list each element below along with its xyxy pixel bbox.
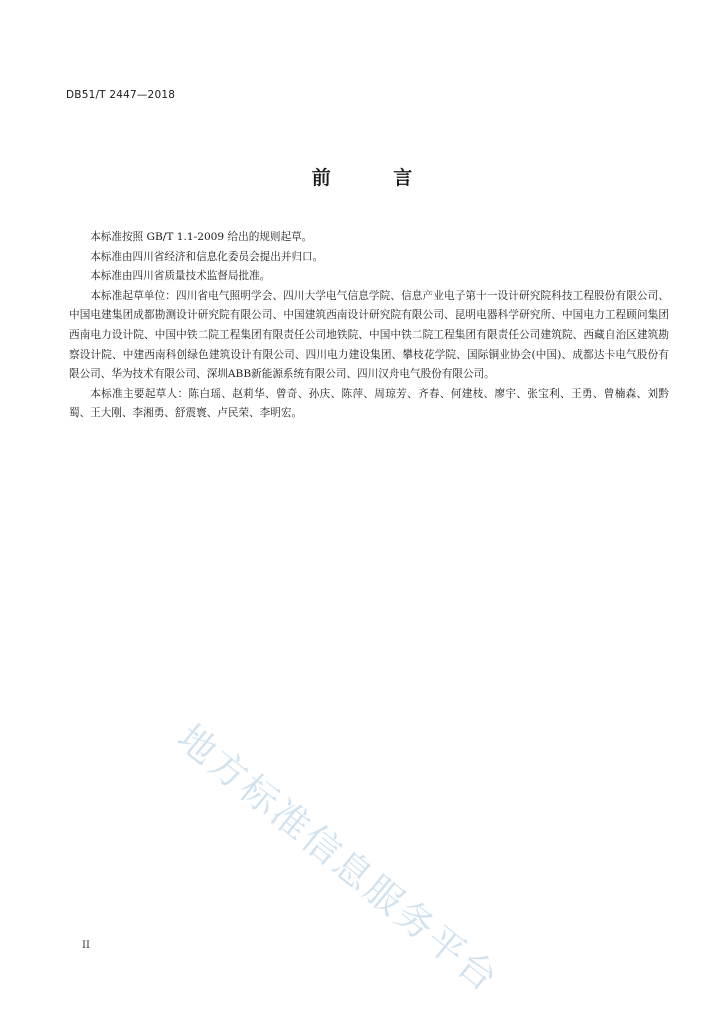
section-title: 前 言 [311, 167, 441, 189]
paragraph-drafters: 本标准主要起草人：陈白瑶、赵莉华、曾奇、孙庆、陈萍、周琼芳、齐春、何建枝、廖宇、张宝利、王勇、曾楠森、刘黔蜀、王大刚、李湘勇、舒震寰、卢民荣、李明宏。 [69, 387, 669, 420]
paragraph-approver: 本标准由四川省质量技术监督局批准。 [90, 270, 271, 283]
watermark: 地方标准信息服务平台 [169, 716, 508, 1002]
page-number: II [82, 940, 90, 951]
document-code: DB51/T 2447—2018 [66, 89, 176, 101]
foreword-body [69, 228, 669, 424]
paragraph-proposer: 本标准由四川省经济和信息化委员会提出并归口。 [90, 250, 324, 263]
paragraph-drafting-units: 本标准起草单位：四川省电气照明学会、四川大学电气信息学院、信息产业电子第十一设计研究院科技工程股份有限公司、中国电建集团成都勘测设计研究院有限公司、中国建筑西南设计研究院有限公司、昆明电器科学研究所、中国电力工程顾问集团西南电力设计院、中国中铁二院工程集团有限责任公司地铁院、中国中铁二院工程集团有限责任公司建筑院、西藏自治区建筑勘察设计院、中建西南科创绿色建筑设计有限公司、四川电力建设集团、攀枝花学院、国际铜业协会(中国)、成都达卡电气股份有限公司、华为技术有限公司、深圳ABB新能源系统有限公司、四川汉舟电气股份有限公司。 [69, 289, 669, 381]
paragraph-drafting-rules: 本标准按照 GB/T 1.1-2009 给出的规则起草。 [90, 231, 313, 243]
